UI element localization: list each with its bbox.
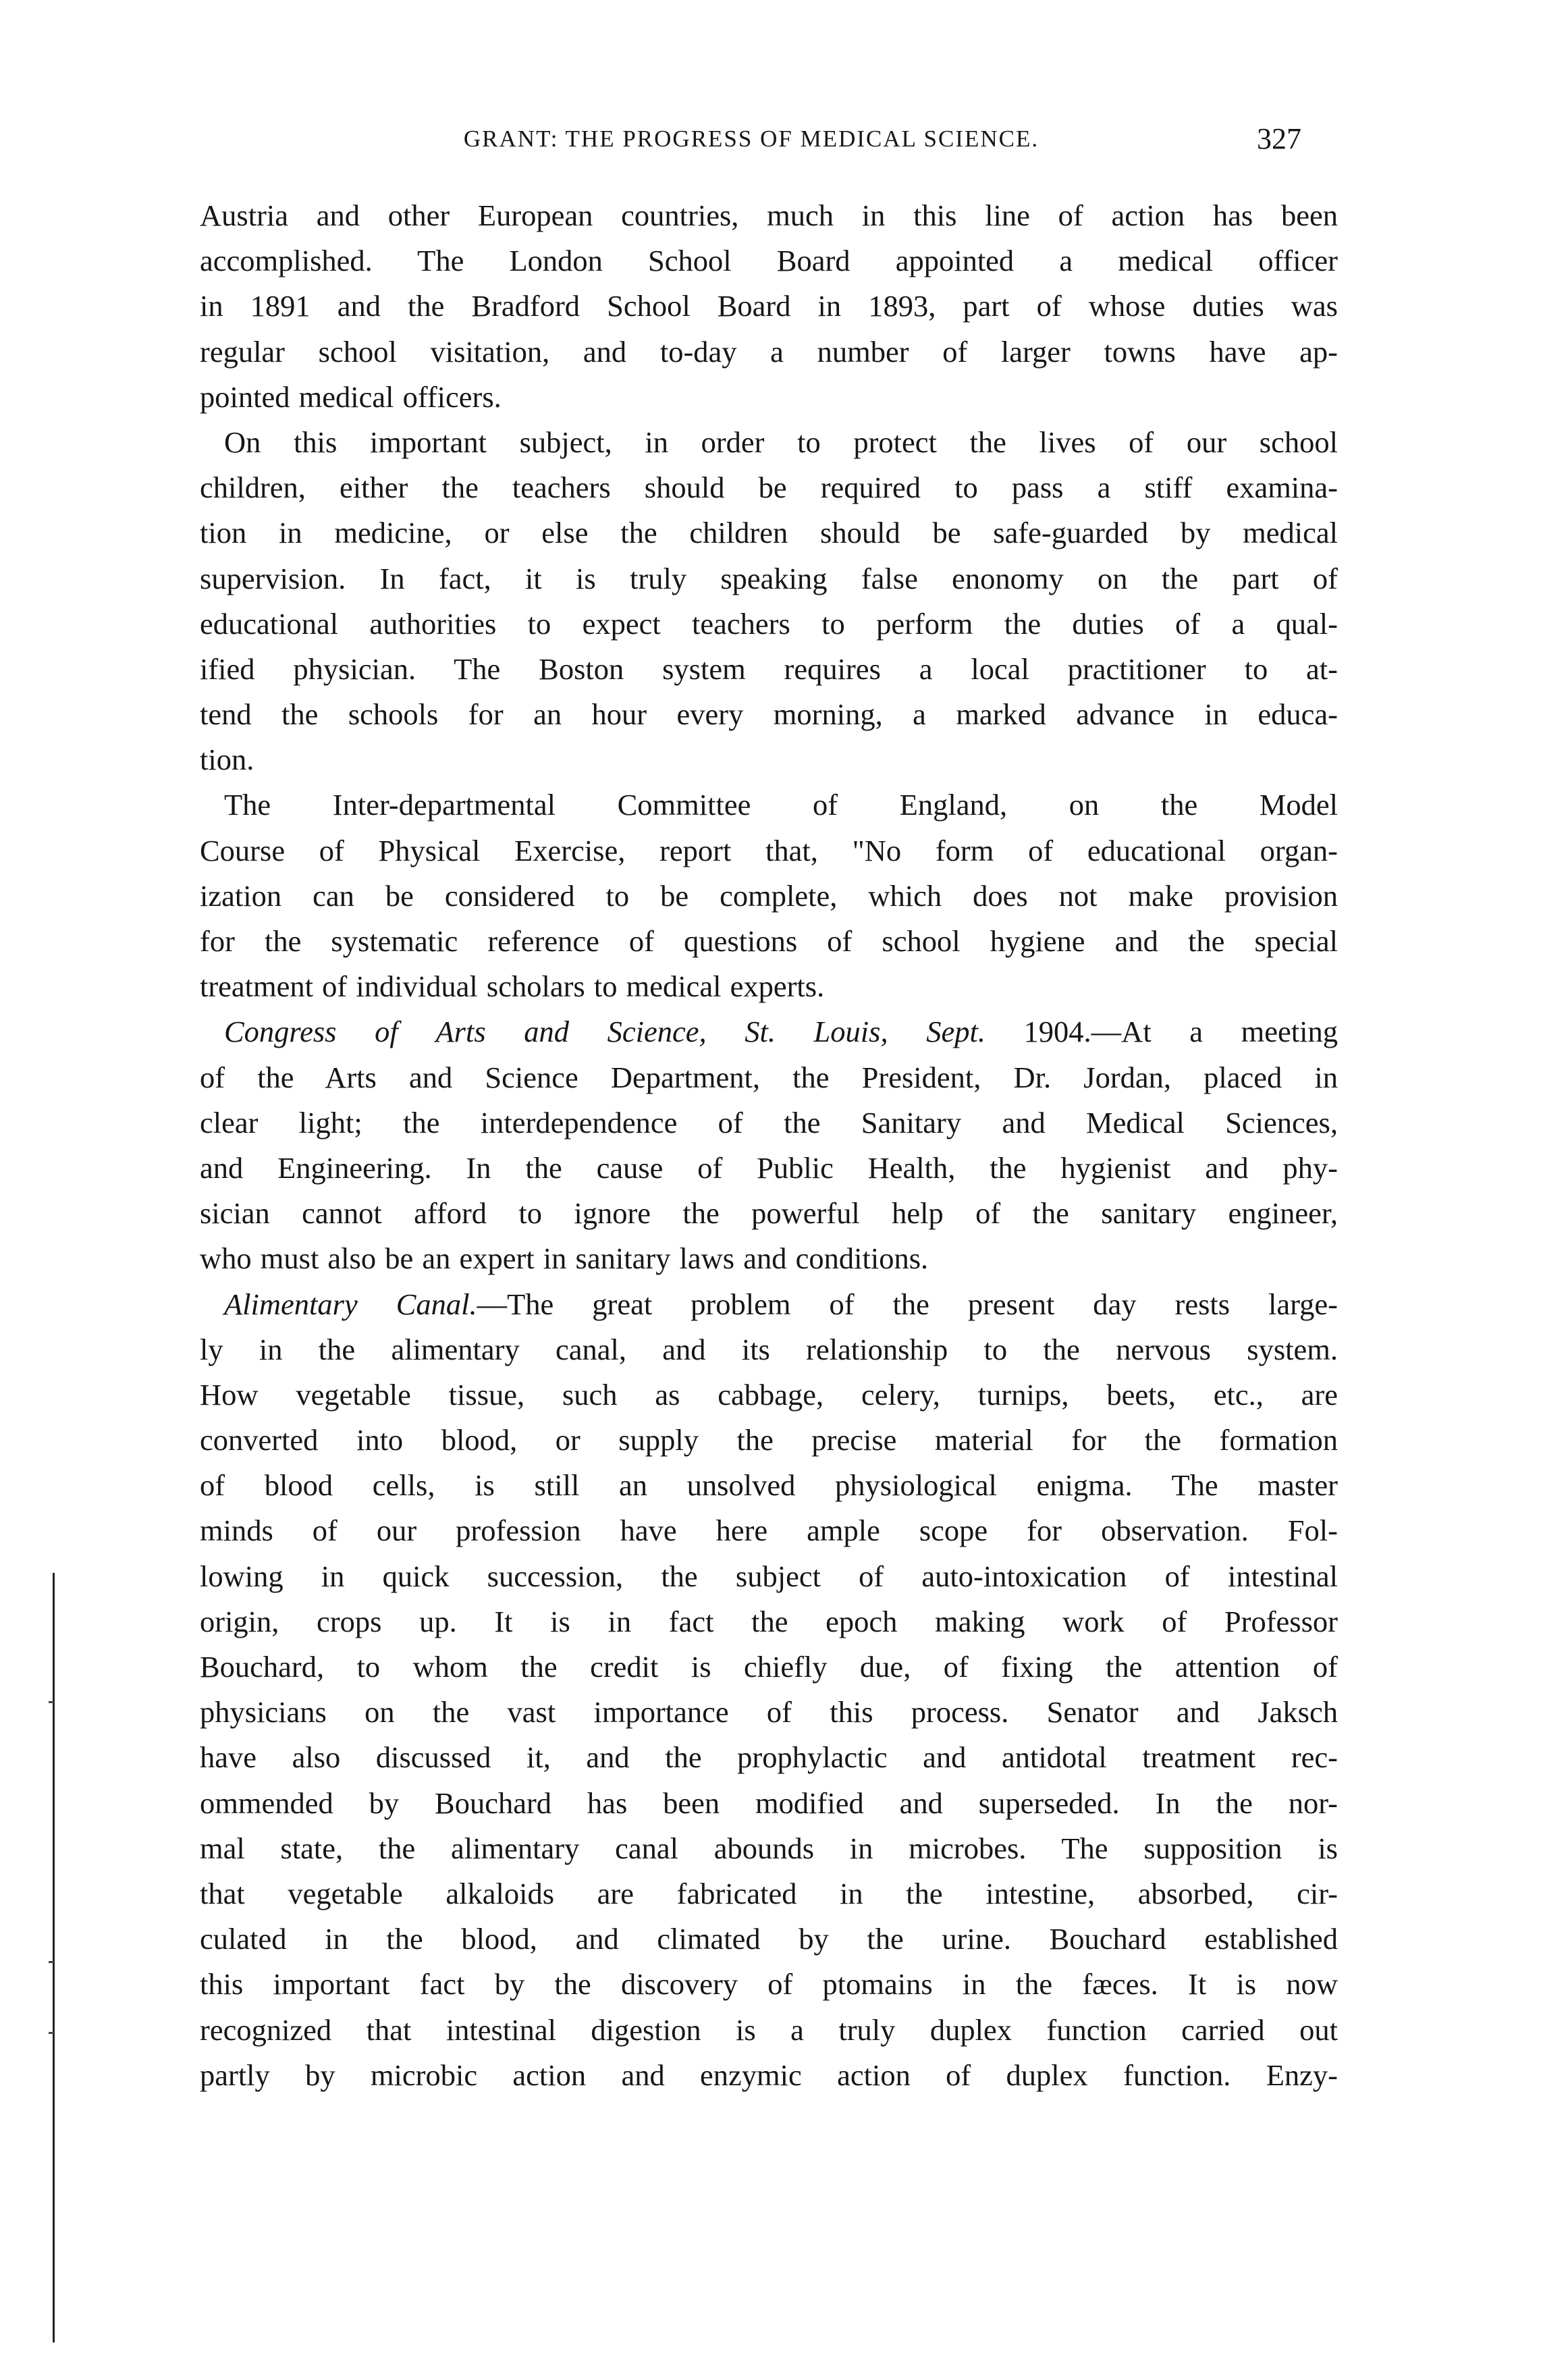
line-text: 1904.—At a meeting	[985, 1015, 1338, 1049]
line-text: clear light; the interdependence of the Sanitary and Medical Sciences,	[200, 1105, 1338, 1139]
line-text: ly in the alimentary canal, and its relationship to the nervous system.	[200, 1332, 1338, 1366]
text-line	[200, 1554, 1338, 1599]
line-text: How vegetable tissue, such as cabbage, celery, turnips, beets, etc., are	[200, 1377, 1338, 1412]
text-line	[200, 1282, 1338, 1327]
text-line	[200, 647, 1338, 692]
text-line	[200, 1826, 1338, 1871]
line-text: tion in medicine, or else the children should be safe-guarded by medical	[200, 516, 1338, 550]
line-text: converted into blood, or supply the precise material for the formation	[200, 1423, 1338, 1457]
line-text: educational authorities to expect teachers to perform the duties of a qual-	[200, 606, 1338, 641]
text-line	[200, 1962, 1338, 2007]
scan-margin-mark	[49, 2032, 54, 2034]
line-text: have also discussed it, and the prophylactic and antidotal treatment rec-	[200, 1740, 1338, 1775]
text-line	[200, 329, 1338, 375]
line-text: ization can be considered to be complete, which does not make provision	[200, 878, 1338, 913]
text-line	[200, 692, 1338, 737]
paragraph	[200, 1282, 1338, 2098]
text-line	[200, 1508, 1338, 1553]
text-line	[200, 1599, 1338, 1644]
line-text: treatment of individual scholars to medical experts.	[200, 969, 825, 1004]
line-text: of the Arts and Science Department, the President, Dr. Jordan, placed in	[200, 1060, 1338, 1094]
scan-margin-line	[53, 1573, 55, 2342]
line-text: The Inter-departmental Committee of England, on the Model	[224, 788, 1338, 822]
text-line	[200, 2008, 1338, 2053]
text-line	[200, 284, 1338, 329]
line-text: origin, crops up. It is in fact the epoch making work of Professor	[200, 1604, 1338, 1638]
running-title: GRANT: THE PROGRESS OF MEDICAL SCIENCE.	[463, 126, 1039, 152]
scan-margin-mark	[49, 1701, 54, 1703]
paragraph	[200, 420, 1338, 783]
text-line	[200, 2053, 1338, 2098]
text-line	[200, 1463, 1338, 1508]
line-text: for the systematic reference of questions of school hygiene and the special	[200, 924, 1338, 958]
text-line	[200, 964, 1338, 1009]
text-line	[200, 874, 1338, 919]
line-text: supervision. In fact, it is truly speaking false enonomy on the part of	[200, 561, 1338, 595]
page-header	[0, 122, 1568, 162]
text-line	[200, 1781, 1338, 1826]
line-text: who must also be an expert in sanitary laws and conditions.	[200, 1241, 929, 1276]
text-line	[200, 1871, 1338, 1916]
text-line	[200, 1146, 1338, 1191]
text-line	[200, 1644, 1338, 1690]
text-line	[200, 782, 1338, 828]
line-text: this important fact by the discovery of ptomains in the fæces. It is now	[200, 1967, 1338, 2002]
text-line	[200, 1191, 1338, 1236]
line-text: sician cannot afford to ignore the powerful help of the sanitary engineer,	[200, 1196, 1338, 1231]
line-text: tion.	[200, 743, 254, 777]
text-line	[200, 1735, 1338, 1780]
line-text: accomplished. The London School Board appointed a medical officer	[200, 244, 1338, 278]
text-line	[200, 1100, 1338, 1146]
line-text: Course of Physical Exercise, report that, "No form of educational organ-	[200, 833, 1338, 867]
text-line	[200, 1418, 1338, 1463]
line-text: in 1891 and the Bradford School Board in 1893, part of whose duties was	[200, 289, 1338, 323]
text-line	[200, 193, 1338, 238]
text-line	[200, 420, 1338, 465]
text-line	[200, 1055, 1338, 1100]
text-line	[200, 1916, 1338, 1962]
line-text: ified physician. The Boston system requires a local practitioner to at-	[200, 651, 1338, 686]
line-text: ommended by Bouchard has been modified and superseded. In the nor-	[200, 1786, 1338, 1820]
text-line	[200, 828, 1338, 874]
line-text: regular school visitation, and to-day a number of larger towns have ap-	[200, 334, 1338, 369]
text-line	[200, 1372, 1338, 1418]
text-line	[200, 919, 1338, 964]
line-text: mal state, the alimentary canal abounds in microbes. The supposition is	[200, 1831, 1338, 1865]
line-text: Bouchard, to whom the credit is chiefly due, of fixing the attention of	[200, 1650, 1338, 1684]
page-number: 327	[1257, 122, 1301, 155]
text-line	[200, 465, 1338, 510]
text-line	[200, 601, 1338, 647]
line-text: On this important subject, in order to protect the lives of our school	[224, 425, 1338, 459]
line-text: children, either the teachers should be required to pass a stiff examina-	[200, 471, 1338, 505]
line-text: of blood cells, is still an unsolved physiological enigma. The master	[200, 1468, 1338, 1503]
text-line	[200, 1236, 1338, 1281]
paragraph	[200, 782, 1338, 1009]
text-line	[200, 238, 1338, 284]
text-line	[200, 1327, 1338, 1372]
italic-run-in-heading: Congress of Arts and Science, St. Louis, Sept.	[224, 1015, 985, 1049]
paragraph	[200, 193, 1338, 420]
line-text: Austria and other European countries, much in this line of action has been	[200, 198, 1338, 232]
line-text: partly by microbic action and enzymic action of duplex function. Enzy-	[200, 2058, 1338, 2092]
line-text: tend the schools for an hour every morning, a marked advance in educa-	[200, 697, 1338, 732]
line-text: lowing in quick succession, the subject of auto-intoxication of intestinal	[200, 1559, 1338, 1593]
line-text: physicians on the vast importance of this process. Senator and Jaksch	[200, 1695, 1338, 1729]
italic-run-in-heading: Alimentary Canal.	[224, 1287, 477, 1321]
line-text: that vegetable alkaloids are fabricated in the intestine, absorbed, cir-	[200, 1876, 1338, 1910]
line-text: minds of our profession have here ample scope for observation. Fol-	[200, 1513, 1338, 1548]
text-line	[200, 510, 1338, 556]
line-text: —The great problem of the present day rests large-	[477, 1287, 1338, 1321]
text-line	[200, 1690, 1338, 1735]
line-text: and Engineering. In the cause of Public Health, the hygienist and phy-	[200, 1150, 1338, 1185]
line-text: pointed medical officers.	[200, 379, 502, 414]
text-line	[200, 1009, 1338, 1054]
scan-margin-mark	[49, 1961, 54, 1963]
text-line	[200, 375, 1338, 420]
text-line	[200, 556, 1338, 601]
body-text	[200, 193, 1338, 2098]
paragraph	[200, 1009, 1338, 1281]
line-text: culated in the blood, and climated by the urine. Bouchard established	[200, 1922, 1338, 1956]
text-line	[200, 737, 1338, 782]
line-text: recognized that intestinal digestion is a truly duplex function carried out	[200, 2012, 1338, 2047]
